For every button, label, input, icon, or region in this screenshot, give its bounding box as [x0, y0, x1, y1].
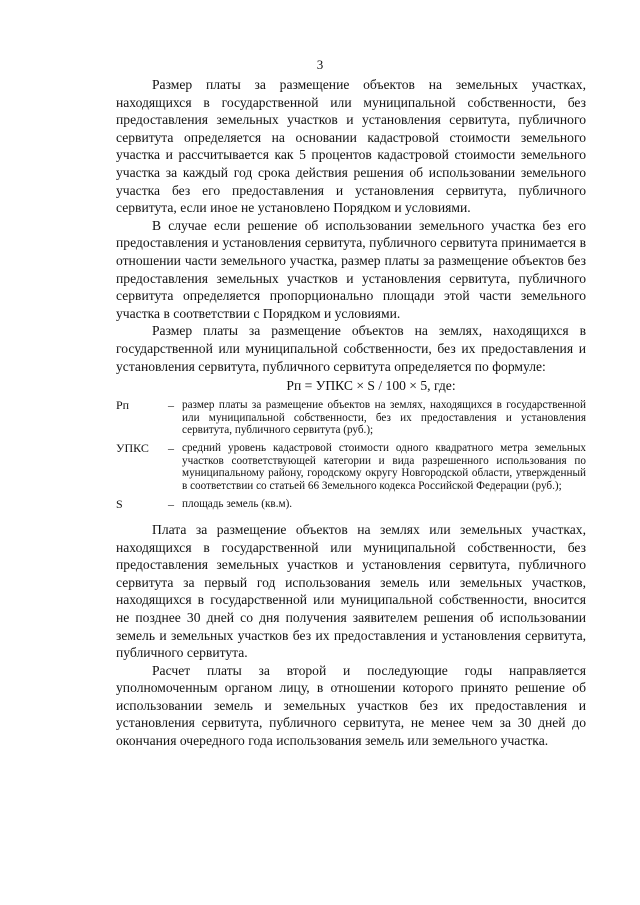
page-number: 3: [316, 57, 324, 72]
formula-legend: [116, 399, 586, 511]
document-body: [116, 76, 586, 750]
paragraph-first-year-payment: Плата за размещение объектов на землях или земельных участках, находящихся в государственной или муниципальной собственности, без предоставления земельных участков и установления сервитута, публичного сервитута за первый год использования земель или земельных участков, находящихся в государственной или муниципальной собственности, вносится не позднее 30 дней со дня получения заявителем решения об использовании земель и земельных участков без их предоставления и установления сервитута, публичного сервитута.: [116, 521, 586, 661]
legend-term: S: [116, 496, 123, 511]
legend-dash: –: [168, 441, 174, 456]
legend-dash: –: [168, 496, 174, 511]
paragraph-fee-basis: Размер платы за размещение объектов на земельных участках, находящихся в государственной или муниципальной собственности, без предоставления земельных участков и установления сервитута, публичного сервитута определяется на основании кадастровой стоимости земельного участка и рассчитывается как 5 процентов кадастровой стоимости земельного участка за каждый год срока действия решения об использовании земельного участка без его предоставления и установления сервитута, публичного сервитута, если иное не установлено Порядком и условиями.: [116, 77, 586, 216]
paragraph-subsequent-years: Расчет платы за второй и последующие годы направляется уполномоченным органом лицу, в отношении которого принято решение об использовании земель и земельных участков без их предоставления и установления сервитута, публичного сервитута, не менее чем за 30 дней до окончания очередного года использования земель или земельного участка.: [116, 662, 586, 749]
legend-term: УПКС: [116, 441, 149, 456]
paragraph-partial-plot: В случае если решение об использовании земельного участка без его предоставления и установления сервитута, публичного сервитута принимается в отношении части земельного участка, размер платы за размещение объектов без предоставления земельных участков и установления сервитута, публичного сервитута определяется пропорционально площади этой части земельного участка в соответствии с Порядком и условиями.: [116, 217, 586, 321]
legend-dash: –: [168, 398, 174, 413]
paragraph-formula-intro: Размер платы за размещение объектов на землях, находящихся в государственной или муниципальной собственности, без их предоставления и установления сервитута, публичного сервитута определяется по формуле:: [116, 323, 586, 374]
formula: Рп = УПКС × S / 100 × 5, где:: [286, 378, 456, 394]
legend-row-rp: [116, 399, 586, 436]
legend-row-upks: [116, 442, 586, 492]
legend-definition: средний уровень кадастровой стоимости одного квадратного метра земельных участков соответствующей категории и вида разрешенного использования по муниципальному району, городскому округу Новгородской области, утвержденный в соответствии со статьей 66 Земельного кодекса Российской Федерации (руб.);: [182, 442, 586, 492]
legend-term: Рп: [116, 398, 130, 413]
legend-definition: площадь земель (кв.м).: [182, 497, 293, 510]
legend-row-s: [116, 498, 586, 511]
legend-definition: размер платы за размещение объектов на землях, находящихся в государственной или муниципальной собственности, без их предоставления и установления сервитута, публичного сервитута (руб.);: [182, 399, 586, 436]
